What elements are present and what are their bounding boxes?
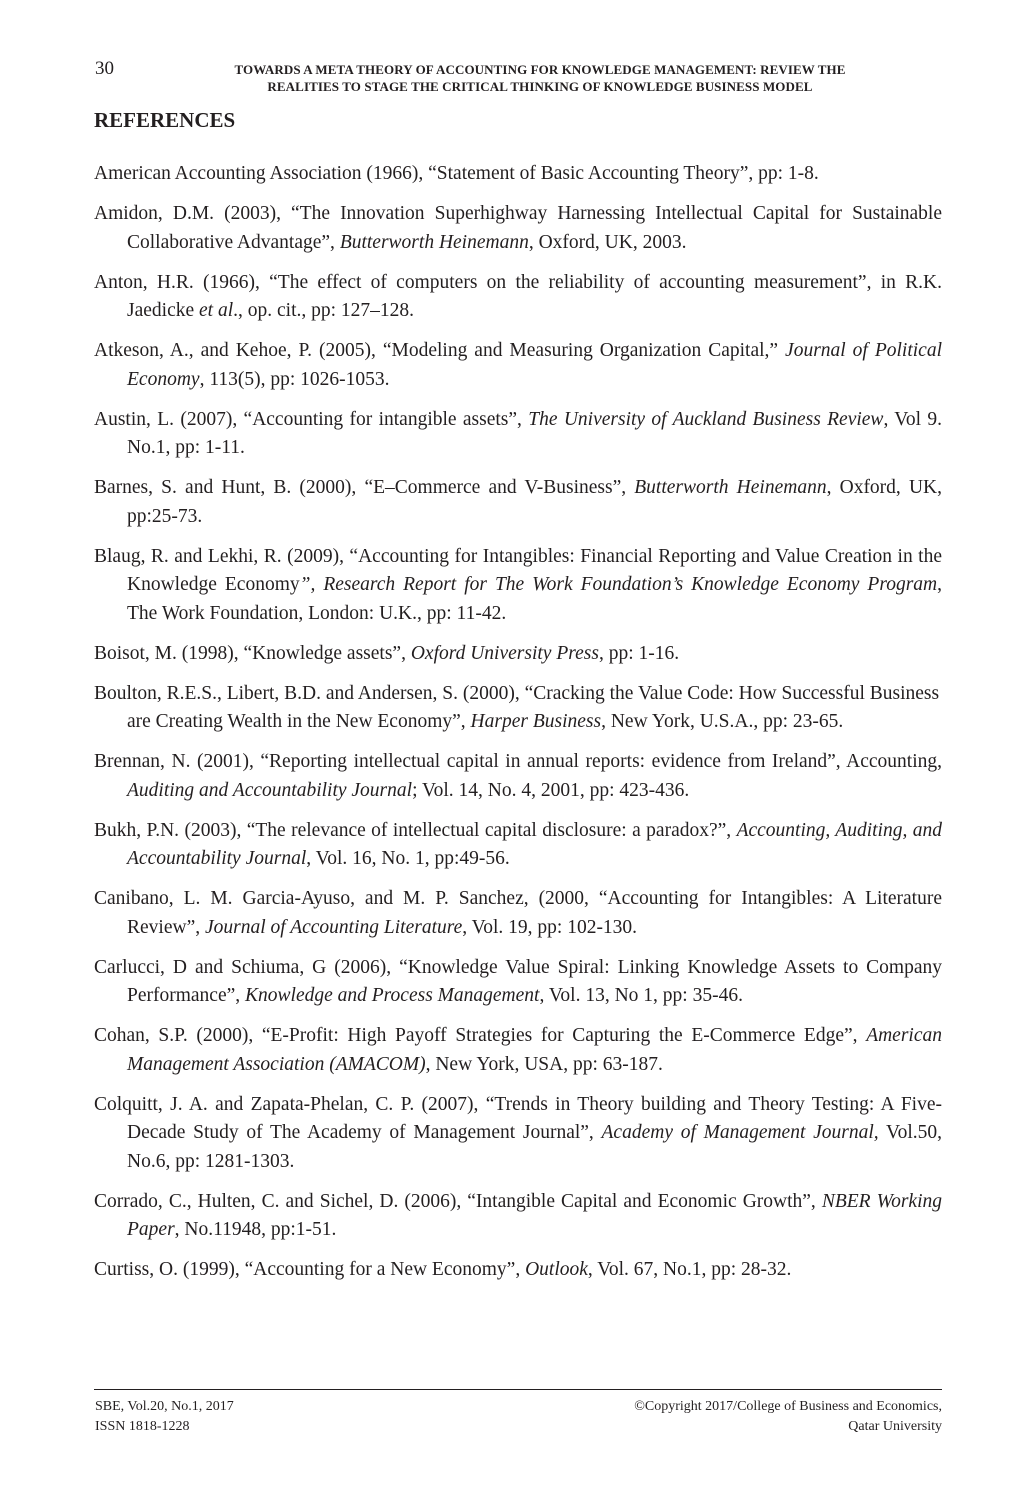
reference-item: Blaug, R. and Lekhi, R. (2009), “Accounting for Intangibles: Financial Reporting and Value Creation in the Knowledge Economy”, Research Report for The Work Foundation’s Knowledge Economy Program, The Work Foundation, London: U.K., pp: 11-42.: [94, 545, 942, 624]
reference-item: Austin, L. (2007), “Accounting for intangible assets”, The University of Auckland Business Review, Vol 9. No.1, pp: 1-11.: [94, 408, 942, 458]
footer-left: [95, 1397, 234, 1437]
running-header-line-2: REALITIES TO STAGE THE CRITICAL THINKING OF KNOWLEDGE BUSINESS MODEL: [267, 79, 813, 94]
reference-item: Canibano, L. M. Garcia-Ayuso, and M. P. Sanchez, (2000, “Accounting for Intangibles: A Literature Review”, Journal of Accounting Literature, Vol. 19, pp: 102-130.: [94, 888, 942, 938]
reference-item: Brennan, N. (2001), “Reporting intellectual capital in annual reports: evidence from Ireland”, Accounting, Auditing and Accountability Journal; Vol. 14, No. 4, 2001, pp: 423-436.: [94, 751, 942, 801]
section-title: REFERENCES: [94, 108, 236, 132]
reference-item: Barnes, S. and Hunt, B. (2000), “E–Commerce and V-Business”, Butterworth Heinemann, Oxford, UK, pp:25-73.: [94, 477, 942, 527]
reference-item: Colquitt, J. A. and Zapata-Phelan, C. P. (2007), “Trends in Theory building and Theory Testing: A Five-Decade Study of The Academy of Management Journal”, Academy of Management Journal, Vol.50, No.6, pp: 1281-1303.: [94, 1093, 942, 1172]
footer-journal: SBE, Vol.20, No.1, 2017: [95, 1399, 234, 1414]
reference-item: Boulton, R.E.S., Libert, B.D. and Andersen, S. (2000), “Cracking the Value Code: How Successful Business are Creating Wealth in the New Economy”, Harper Business, New York, U.S.A., pp: 23-65.: [94, 682, 940, 732]
running-header-line-1: TOWARDS A META THEORY OF ACCOUNTING FOR KNOWLEDGE MANAGEMENT: REVIEW THE: [234, 62, 846, 77]
reference-item: Bukh, P.N. (2003), “The relevance of intellectual capital disclosure: a paradox?”, Accounting, Auditing, and Accountability Journal, Vol. 16, No. 1, pp:49-56.: [94, 819, 943, 869]
footer-issn: ISSN 1818-1228: [95, 1419, 190, 1434]
page-number: 30: [95, 58, 114, 79]
reference-item: Boisot, M. (1998), “Knowledge assets”, Oxford University Press, pp: 1-16.: [94, 642, 680, 664]
reference-item: American Accounting Association (1966), “Statement of Basic Accounting Theory”, pp: 1-8.: [94, 163, 819, 184]
footer-university: Qatar University: [848, 1419, 942, 1434]
running-header: [150, 61, 930, 95]
reference-item: Carlucci, D and Schiuma, G (2006), “Knowledge Value Spiral: Linking Knowledge Assets to Company Performance”, Knowledge and Process Management, Vol. 13, No 1, pp: 35-46.: [94, 956, 942, 1006]
reference-item: Atkeson, A., and Kehoe, P. (2005), “Modeling and Measuring Organization Capital,” Journal of Political Economy, 113(5), pp: 1026-1053.: [94, 340, 942, 390]
footer-right: [634, 1397, 942, 1437]
footer-copyright: ©Copyright 2017/College of Business and Economics,: [634, 1399, 942, 1414]
footer-rule: [94, 1389, 942, 1390]
reference-item: Corrado, C., Hulten, C. and Sichel, D. (2006), “Intangible Capital and Economic Growth”, NBER Working Paper, No.11948, pp:1-51.: [94, 1190, 942, 1240]
reference-item: Amidon, D.M. (2003), “The Innovation Superhighway Harnessing Intellectual Capital for Sustainable Collaborative Advantage”, Butterworth Heinemann, Oxford, UK, 2003.: [94, 203, 942, 253]
reference-item: Anton, H.R. (1966), “The effect of computers on the reliability of accounting measurement”, in R.K. Jaedicke et al., op. cit., pp: 127–128.: [94, 271, 942, 321]
reference-item: Cohan, S.P. (2000), “E-Profit: High Payoff Strategies for Capturing the E-Commerce Edge”, American Management Association (AMACOM), New York, USA, pp: 63-187.: [94, 1025, 942, 1075]
reference-item: Curtiss, O. (1999), “Accounting for a New Economy”, Outlook, Vol. 67, No.1, pp: 28-32.: [94, 1259, 792, 1280]
reference-list: [94, 160, 942, 1296]
